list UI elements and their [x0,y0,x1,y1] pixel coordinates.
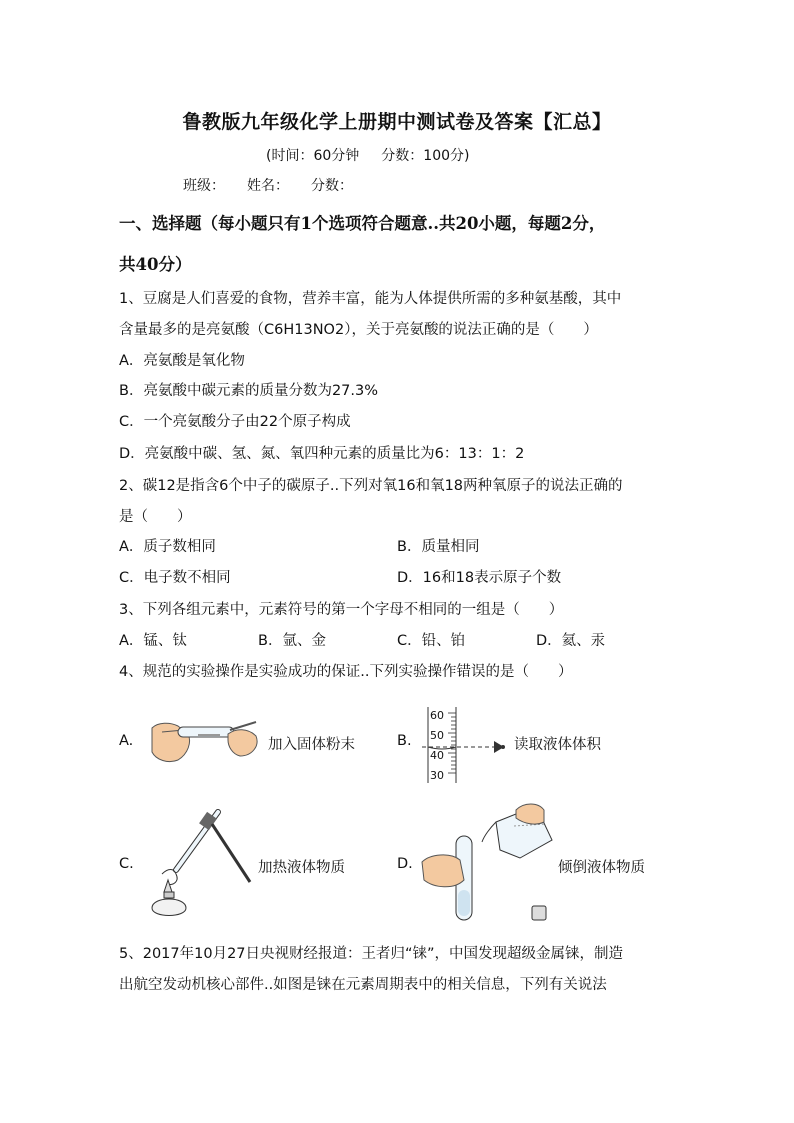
q3-option-d: D．氦、汞 [536,633,606,649]
time-info: (时间：60分钟 [266,148,360,164]
scale-label-30: 30 [430,769,444,782]
q2-stem: 2、碳12是指含6个中子的碳原子..下列对氧16和氧18两种氧原子的说法正确的 [119,478,623,494]
q1-stem-cont: 含量最多的是亮氨酸（C6H13NO2），关于亮氨酸的说法正确的是（ ） [119,322,598,338]
q4-option-b-caption: 读取液体体积 [514,737,601,753]
q2-option-a: A．质子数相同 [119,539,216,555]
exam-info [266,145,469,165]
q4-option-a-caption: 加入固体粉末 [268,737,355,753]
q5-stem: 5、2017年10月27日央视财经报道：王者归“铼”，中国发现超级金属铼，制造 [119,946,624,962]
test-tube-powder-icon [148,714,264,766]
scale-label-50: 50 [430,729,444,742]
total-score-info: 分数：100分) [381,148,470,164]
q3-option-b: B．氩、金 [258,633,326,649]
q1-option-c: C．一个亮氨酸分子由22个原子构成 [119,414,351,430]
q4-option-d-caption: 倾倒液体物质 [558,860,645,876]
q4-option-c-letter: C. [119,856,134,872]
q1-option-d: D．亮氨酸中碳、氢、氮、氧四种元素的质量比为6：13：1：2 [119,446,525,462]
alcohol-lamp-heating-icon [146,808,254,920]
name-field-label: 姓名： [247,178,289,194]
q4-option-d-letter: D. [397,856,413,872]
q1-option-a: A．亮氨酸是氧化物 [119,353,245,369]
q5-stem-cont: 出航空发动机核心部件..如图是铼在元素周期表中的相关信息，下列有关说法 [119,977,607,993]
scale-label-60: 60 [430,709,444,722]
page-title: 鲁教版九年级化学上册期中测试卷及答案【汇总】 [182,111,612,133]
q4-stem: 4、规范的实验操作是实验成功的保证..下列实验操作错误的是（ ） [119,664,573,680]
q3-stem: 3、下列各组元素中，元素符号的第一个字母不相同的一组是（ ） [119,602,564,618]
q2-option-d: D．16和18表示原子个数 [397,570,562,586]
q4-option-a-letter: A. [119,733,134,749]
scale-label-40: 40 [430,749,444,762]
section-heading: 一、选择题（每小题只有1个选项符合题意..共20小题，每题2分， [119,214,606,233]
class-field-label: 班级： [183,178,225,194]
q4-option-c-caption: 加热液体物质 [258,860,345,876]
student-info [183,175,375,195]
q2-stem-cont: 是（ ） [119,509,192,525]
pouring-liquid-icon [420,800,556,924]
q1-stem: 1、豆腐是人们喜爱的食物，营养丰富，能为人体提供所需的多种氨基酸，其中 [119,291,622,307]
q2-option-c: C．电子数不相同 [119,570,231,586]
score-field-label: 分数： [311,178,353,194]
q1-option-b: B．亮氨酸中碳元素的质量分数为27.3% [119,383,379,399]
q3-option-a: A．锰、钛 [119,633,187,649]
q4-option-b-letter: B. [397,733,412,749]
section-heading-cont: 共40分） [119,255,192,274]
q2-option-b: B．质量相同 [397,539,480,555]
q3-option-c: C．铅、铂 [397,633,466,649]
